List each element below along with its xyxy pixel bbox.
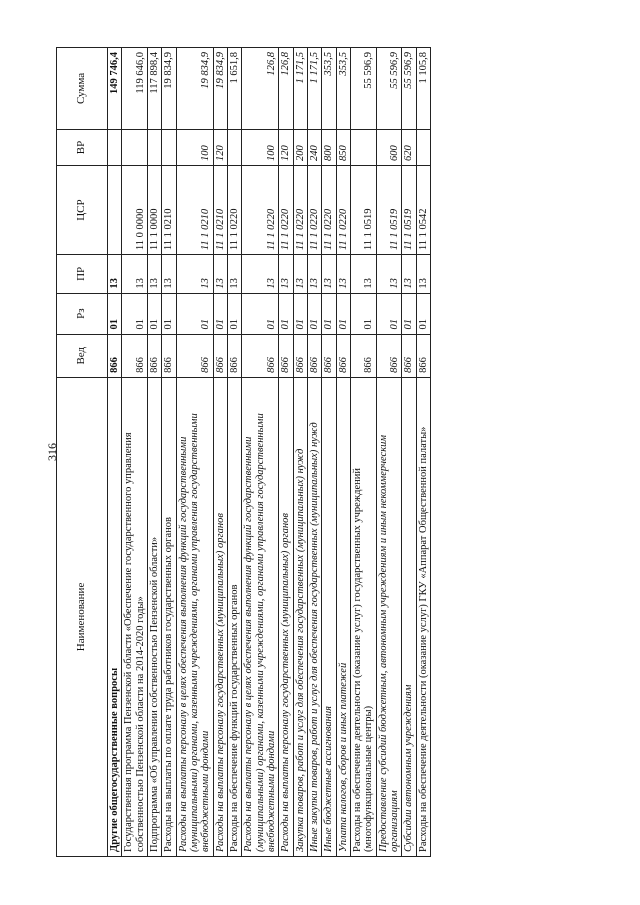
row-name-cell: Иные бюджетные ассигнования [322, 377, 336, 856]
row-sum-cell: 1 105,8 [416, 48, 430, 130]
row-ved-cell: 866 [376, 334, 402, 377]
table-body [108, 48, 431, 857]
row-ved-cell: 866 [176, 334, 213, 377]
row-pr-cell: 13 [402, 255, 416, 294]
row-pr-cell: 13 [293, 255, 307, 294]
row-vr-cell: 850 [336, 129, 350, 165]
row-vr-cell: 800 [322, 129, 336, 165]
rotated-page [56, 47, 584, 857]
row-csr-cell: 11 0 0000 [122, 166, 148, 255]
row-sum-cell: 119 646,0 [122, 48, 148, 130]
row-pr-cell: 13 [350, 255, 376, 294]
table-row [336, 48, 350, 857]
header-ved: Вед [57, 334, 108, 377]
row-rz-cell: 01 [322, 293, 336, 334]
row-name-cell: Уплата налогов, сборов и иных платежей [336, 377, 350, 856]
table-row [322, 48, 336, 857]
table-row [147, 48, 161, 857]
row-vr-cell [108, 129, 122, 165]
table-row [176, 48, 213, 857]
row-sum-cell: 19 834,9 [162, 48, 176, 130]
row-pr-cell: 13 [108, 255, 122, 294]
row-name-cell: Расходы на выплаты персоналу государственных (муниципальных) органов [213, 377, 227, 856]
row-ved-cell: 866 [108, 334, 122, 377]
row-ved-cell: 866 [122, 334, 148, 377]
row-pr-cell: 13 [122, 255, 148, 294]
table-row [307, 48, 321, 857]
row-pr-cell: 13 [322, 255, 336, 294]
row-ved-cell: 866 [307, 334, 321, 377]
row-vr-cell: 100 [176, 129, 213, 165]
row-rz-cell: 01 [147, 293, 161, 334]
row-vr-cell: 600 [376, 129, 402, 165]
row-ved-cell: 866 [416, 334, 430, 377]
row-pr-cell: 13 [162, 255, 176, 294]
row-ved-cell: 866 [402, 334, 416, 377]
row-pr-cell: 13 [336, 255, 350, 294]
row-rz-cell: 01 [122, 293, 148, 334]
row-vr-cell: 620 [402, 129, 416, 165]
row-vr-cell [162, 129, 176, 165]
header-name: Наименование [57, 377, 108, 856]
table-row [108, 48, 122, 857]
row-pr-cell: 13 [147, 255, 161, 294]
row-rz-cell: 01 [227, 293, 241, 334]
row-name-cell: Расходы на выплаты по оплате труда работников государственных органов [162, 377, 176, 856]
row-rz-cell: 01 [350, 293, 376, 334]
table-row [376, 48, 402, 857]
row-sum-cell: 353,5 [336, 48, 350, 130]
row-name-cell: Подпрограмма «Об управлении собственностью Пензенской области» [147, 377, 161, 856]
row-csr-cell: 11 1 0220 [227, 166, 241, 255]
row-csr-cell: 11 1 0000 [147, 166, 161, 255]
table-row [279, 48, 293, 857]
row-rz-cell: 01 [279, 293, 293, 334]
row-csr-cell: 11 1 0220 [293, 166, 307, 255]
table-row [122, 48, 148, 857]
row-rz-cell: 01 [162, 293, 176, 334]
row-csr-cell: 11 1 0220 [336, 166, 350, 255]
row-name-cell: Расходы на выплаты персоналу государственных (муниципальных) органов [279, 377, 293, 856]
row-rz-cell: 01 [336, 293, 350, 334]
header-csr: ЦСР [57, 166, 108, 255]
row-rz-cell: 01 [108, 293, 122, 334]
row-name-cell: Другие общегосударственные вопросы [108, 377, 122, 856]
row-vr-cell [122, 129, 148, 165]
row-name-cell: Расходы на выплаты персоналу в целях обеспечения выполнения функций государственными (муниципальными) органами, казенными учреждениями, органами управления государственными внебюджетными фондами [242, 377, 279, 856]
row-pr-cell: 13 [176, 255, 213, 294]
row-rz-cell: 01 [213, 293, 227, 334]
row-pr-cell: 13 [416, 255, 430, 294]
row-ved-cell: 866 [350, 334, 376, 377]
row-vr-cell [350, 129, 376, 165]
budget-table [56, 47, 431, 857]
row-pr-cell: 13 [213, 255, 227, 294]
row-csr-cell: 11 1 0210 [162, 166, 176, 255]
row-csr-cell: 11 1 0542 [416, 166, 430, 255]
row-csr-cell: 11 1 0519 [376, 166, 402, 255]
row-rz-cell: 01 [176, 293, 213, 334]
row-vr-cell: 240 [307, 129, 321, 165]
row-sum-cell: 55 596,9 [376, 48, 402, 130]
row-rz-cell: 01 [416, 293, 430, 334]
header-sum: Сумма [57, 48, 108, 130]
header-rz: Рз [57, 293, 108, 334]
row-rz-cell: 01 [376, 293, 402, 334]
row-csr-cell: 11 1 0519 [350, 166, 376, 255]
row-csr-cell: 11 1 0220 [242, 166, 279, 255]
row-name-cell: Расходы на обеспечение деятельности (оказание услуг) государственных учреждений (многофункциональные центры) [350, 377, 376, 856]
row-vr-cell: 100 [242, 129, 279, 165]
row-name-cell: Расходы на обеспечение функций государственных органов [227, 377, 241, 856]
row-pr-cell: 13 [242, 255, 279, 294]
table-row [402, 48, 416, 857]
row-ved-cell: 866 [279, 334, 293, 377]
row-rz-cell: 01 [293, 293, 307, 334]
row-ved-cell: 866 [213, 334, 227, 377]
table-header-row [57, 48, 108, 857]
row-rz-cell: 01 [242, 293, 279, 334]
row-vr-cell: 200 [293, 129, 307, 165]
row-sum-cell: 55 596,9 [350, 48, 376, 130]
row-vr-cell: 120 [279, 129, 293, 165]
row-sum-cell: 126,8 [279, 48, 293, 130]
row-csr-cell [108, 166, 122, 255]
row-vr-cell [147, 129, 161, 165]
row-name-cell: Государственная программа Пензенской области «Обеспечение государственного управления собственностью Пензенской области на 2014-2020 годы» [122, 377, 148, 856]
row-name-cell: Иные закупки товаров, работ и услуг для обеспечения государственных (муниципальных) нужд [307, 377, 321, 856]
row-pr-cell: 13 [227, 255, 241, 294]
row-pr-cell: 13 [279, 255, 293, 294]
table-row [162, 48, 176, 857]
row-name-cell: Расходы на выплаты персоналу в целях обеспечения выполнения функций государственными (муниципальными) органами, казенными учреждениями, органами управления государственными внебюджетными фондами [176, 377, 213, 856]
table-row [227, 48, 241, 857]
table-row [242, 48, 279, 857]
row-vr-cell [416, 129, 430, 165]
row-name-cell: Субсидии автономным учреждениям [402, 377, 416, 856]
row-sum-cell: 149 746,4 [108, 48, 122, 130]
row-csr-cell: 11 1 0210 [213, 166, 227, 255]
header-pr: ПР [57, 255, 108, 294]
row-sum-cell: 353,5 [322, 48, 336, 130]
row-csr-cell: 11 1 0220 [322, 166, 336, 255]
row-ved-cell: 866 [147, 334, 161, 377]
row-ved-cell: 866 [336, 334, 350, 377]
row-vr-cell [227, 129, 241, 165]
row-ved-cell: 866 [293, 334, 307, 377]
row-vr-cell: 120 [213, 129, 227, 165]
row-pr-cell: 13 [307, 255, 321, 294]
row-csr-cell: 11 1 0519 [402, 166, 416, 255]
table-row [350, 48, 376, 857]
table-row [213, 48, 227, 857]
row-sum-cell: 19 834,9 [176, 48, 213, 130]
row-sum-cell: 117 898,4 [147, 48, 161, 130]
page-number: 316 [44, 443, 59, 461]
row-name-cell: Закупка товаров, работ и услуг для обеспечения государственных (муниципальных) нужд [293, 377, 307, 856]
row-ved-cell: 866 [322, 334, 336, 377]
row-name-cell: Предоставление субсидий бюджетным, автономным учреждениям и иным некоммерческим организациям [376, 377, 402, 856]
row-sum-cell: 1 171,5 [307, 48, 321, 130]
row-sum-cell: 126,8 [242, 48, 279, 130]
row-name-cell: Расходы на обеспечение деятельности (оказание услуг) ГКУ «Аппарат Общественной палаты» [416, 377, 430, 856]
row-csr-cell: 11 1 0220 [307, 166, 321, 255]
row-sum-cell: 19 834,9 [213, 48, 227, 130]
row-rz-cell: 01 [307, 293, 321, 334]
row-sum-cell: 1 171,5 [293, 48, 307, 130]
table-row [416, 48, 430, 857]
header-vr: ВР [57, 129, 108, 165]
table-row [293, 48, 307, 857]
row-sum-cell: 55 596,9 [402, 48, 416, 130]
row-ved-cell: 866 [242, 334, 279, 377]
row-pr-cell: 13 [376, 255, 402, 294]
row-ved-cell: 866 [162, 334, 176, 377]
row-csr-cell: 11 1 0220 [279, 166, 293, 255]
row-ved-cell: 866 [227, 334, 241, 377]
row-rz-cell: 01 [402, 293, 416, 334]
row-csr-cell: 11 1 0210 [176, 166, 213, 255]
row-sum-cell: 1 651,8 [227, 48, 241, 130]
